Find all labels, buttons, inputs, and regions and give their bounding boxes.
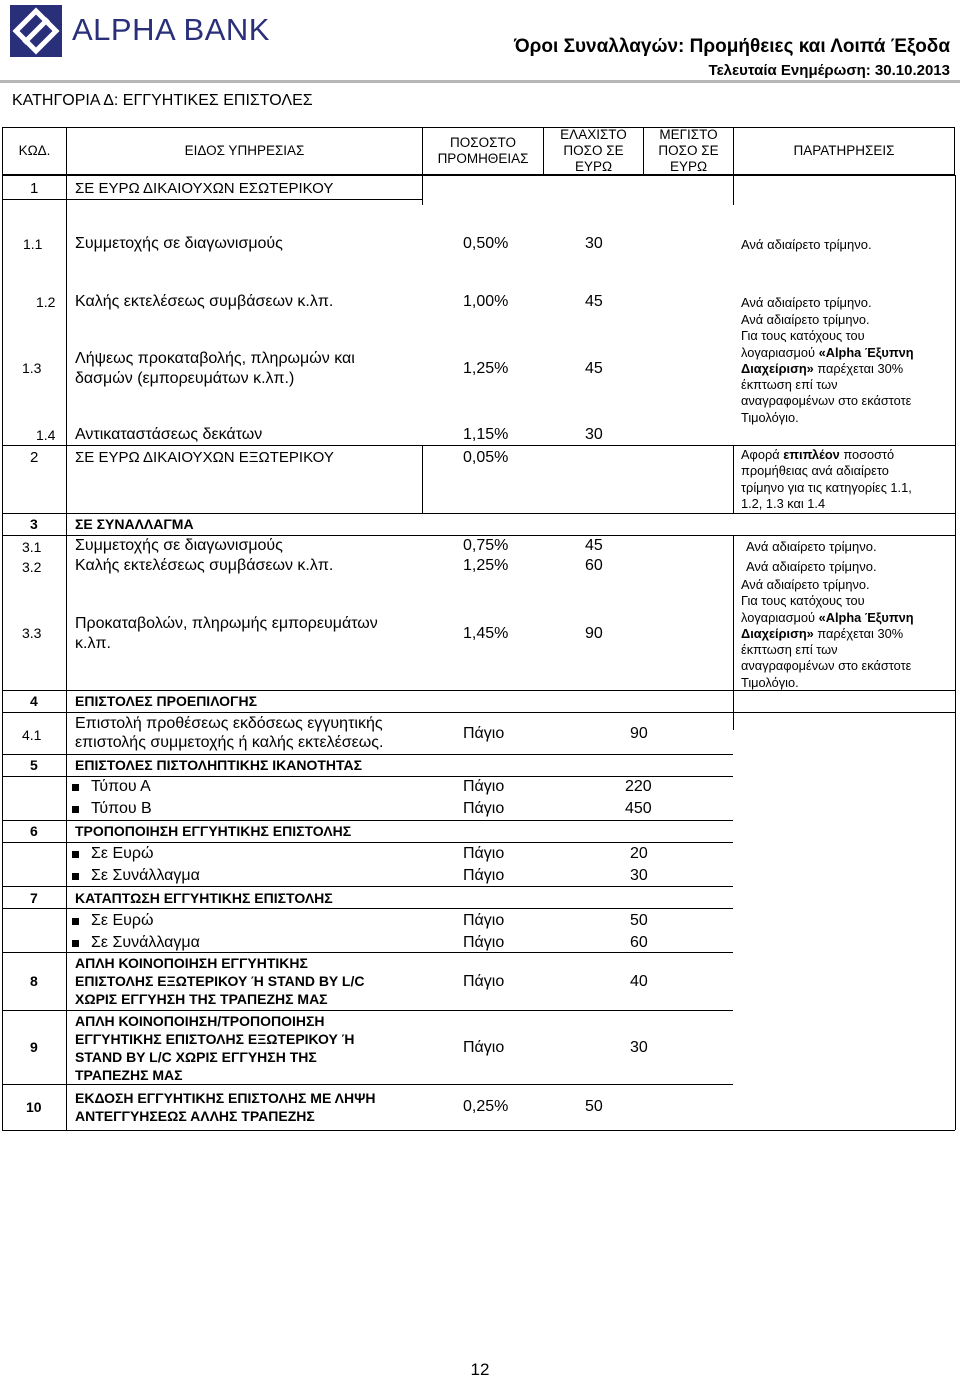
row-note: Ανά αδιαίρετο τρίμηνο. Για τους κατόχους του λογαριασμού «Alpha Έξυπνη Διαχείριση» παρέχεται 30% έκπτωση επί των αναγραφομένων στο εκάστοτε Τιμολόγιο. — [741, 577, 914, 690]
row-max-amount: 30 — [630, 1039, 648, 1056]
row-label: Συμμετοχής σε διαγωνισμούς — [75, 235, 283, 252]
row-min-amount: 45 — [585, 360, 603, 377]
row-heading: ΑΠΛΗ ΚΟΙΝΟΠΟΙΗΣΗ/ΤΡΟΠΟΠΟΙΗΣΗ ΕΓΓΥΗΤΙΚΗΣ ΕΠΙΣΤΟΛΗΣ ΕΞΩΤΕΡΙΚΟΥ Ή STAND BY L/C ΧΩΡΙΣ ΕΓΓΥΗΣΗ ΤΗΣ ΤΡΑΠΕΖΗΣ ΜΑΣ — [75, 1013, 355, 1083]
row-code: 1.3 — [22, 360, 42, 376]
row-code: 1 — [30, 180, 39, 197]
row-label: Προκαταβολών, πληρωμής εμπορευμάτων κ.λπ. — [75, 615, 378, 652]
row-note: Αφορά επιπλέον ποσοστό προμήθειας ανά αδιαίρετο τρίμηνο για τις κατηγορίες 1.1, 1.2, 1.3 και 1.4 — [741, 447, 912, 511]
row-note: Ανά αδιαίρετο τρίμηνο. — [746, 559, 877, 574]
row-percentage: Πάγιο — [463, 725, 505, 742]
row-min-amount: 50 — [585, 1098, 603, 1115]
row-label: Τύπου Α — [91, 778, 151, 795]
row-label: Καλής εκτελέσεως συμβάσεων κ.λπ. — [75, 557, 334, 574]
row-note: Ανά αδιαίρετο τρίμηνο. — [741, 237, 872, 252]
row-percentage: 1,15% — [463, 426, 509, 443]
row-code: 8 — [30, 973, 38, 989]
row-min-amount: 45 — [585, 293, 603, 310]
row-percentage: 1,00% — [463, 293, 509, 310]
row-min-amount: 30 — [585, 426, 603, 443]
row-heading: ΕΠΙΣΤΟΛΕΣ ΠΙΣΤΟΛΗΠΤΙΚΗΣ ΙΚΑΝΟΤΗΤΑΣ — [75, 757, 363, 773]
row-code: 4.1 — [22, 727, 42, 743]
row-label: Σε Συνάλλαγμα — [91, 867, 200, 884]
row-heading: ΕΚΔΟΣΗ ΕΓΓΥΗΤΙΚΗΣ ΕΠΙΣΤΟΛΗΣ ΜΕ ΛΗΨΗ ΑΝΤΕΓΓΥΗΣΕΩΣ ΑΛΛΗΣ ΤΡΑΠΕΖΗΣ — [75, 1090, 376, 1124]
row-code: 3.1 — [22, 539, 42, 555]
row-code: 1.2 — [36, 294, 56, 310]
row-label: Αντικαταστάσεως δεκάτων — [75, 426, 263, 443]
row-code: 3.2 — [22, 559, 42, 575]
row-label: Λήψεως προκαταβολής, πληρωμών και δασμών (εμπορευμάτων κ.λπ.) — [75, 350, 355, 387]
row-percentage: Πάγιο — [463, 973, 505, 990]
row-heading: ΣΕ ΕΥΡΩ ΔΙΚΑΙΟΥΧΩΝ ΕΞΩΤΕΡΙΚΟΥ — [75, 449, 334, 466]
brand-name: ALPHA BANK — [72, 12, 270, 47]
row-heading: ΕΠΙΣΤΟΛΕΣ ΠΡΟΕΠΙΛΟΓΗΣ — [75, 693, 257, 709]
row-note: Ανά αδιαίρετο τρίμηνο. — [741, 295, 872, 310]
row-percentage: 1,25% — [463, 557, 509, 574]
row-heading: ΣΕ ΕΥΡΩ ΔΙΚΑΙΟΥΧΩΝ ΕΣΩΤΕΡΙΚΟΥ — [75, 180, 334, 197]
row-percentage: Πάγιο — [463, 845, 505, 862]
row-code: 3 — [30, 516, 38, 532]
category-title: ΚΑΤΗΓΟΡΙΑ Δ: ΕΓΓΥΗΤΙΚΕΣ ΕΠΙΣΤΟΛΕΣ — [12, 92, 313, 109]
row-code: 4 — [30, 693, 38, 709]
row-max-amount: 40 — [630, 973, 648, 990]
row-max-amount: 20 — [630, 845, 648, 862]
row-percentage: 0,25% — [463, 1098, 509, 1115]
row-label: Καλής εκτελέσεως συμβάσεων κ.λπ. — [75, 293, 334, 310]
bullet-icon — [72, 873, 79, 880]
row-heading: ΤΡΟΠΟΠΟΙΗΣΗ ΕΓΓΥΗΤΙΚΗΣ ΕΠΙΣΤΟΛΗΣ — [75, 823, 352, 839]
row-label: Σε Ευρώ — [91, 912, 154, 929]
row-label: Συμμετοχής σε διαγωνισμούς — [75, 537, 283, 554]
row-note: Ανά αδιαίρετο τρίμηνο. — [746, 539, 877, 554]
bullet-icon — [72, 851, 79, 858]
row-code: 3.3 — [22, 625, 42, 641]
row-percentage: 1,25% — [463, 360, 509, 377]
row-label: Σε Συνάλλαγμα — [91, 934, 200, 951]
row-min-amount: 60 — [585, 557, 603, 574]
row-code: 2 — [30, 449, 39, 466]
bullet-icon — [72, 806, 79, 813]
row-code: 7 — [30, 890, 38, 906]
row-percentage: Πάγιο — [463, 867, 505, 884]
column-header-service: ΕΙΔΟΣ ΥΠΗΡΕΣΙΑΣ — [66, 127, 423, 175]
row-max-amount: 450 — [625, 800, 652, 817]
bullet-icon — [72, 918, 79, 925]
row-note: Ανά αδιαίρετο τρίμηνο. Για τους κατόχους του λογαριασμού «Alpha Έξυπνη Διαχείριση» παρέχεται 30% έκπτωση επί των αναγραφομένων στο εκάστοτε Τιμολόγιο. — [741, 312, 914, 425]
row-percentage: Πάγιο — [463, 934, 505, 951]
column-header-min: ΕΛΑΧΙΣΤΟ ΠΟΣΟ ΣΕ ΕΥΡΩ — [543, 127, 644, 175]
column-header-percentage: ΠΟΣΟΣΤΟ ΠΡΟΜΗΘΕΙΑΣ — [422, 127, 544, 175]
column-header-code: ΚΩΔ. — [2, 127, 67, 175]
row-min-amount: 30 — [585, 235, 603, 252]
row-min-amount: 45 — [585, 537, 603, 554]
row-percentage: 0,50% — [463, 235, 509, 252]
row-percentage: Πάγιο — [463, 778, 505, 795]
bullet-icon — [72, 940, 79, 947]
row-percentage: 0,75% — [463, 537, 509, 554]
column-header-notes: ΠΑΡΑΤΗΡΗΣΕΙΣ — [733, 127, 955, 175]
document-title: Όροι Συναλλαγών: Προμήθειες και Λοιπά Έξοδα — [514, 36, 950, 57]
row-max-amount: 220 — [625, 778, 652, 795]
column-header-max: ΜΕΓΙΣΤΟ ΠΟΣΟ ΣΕ ΕΥΡΩ — [643, 127, 734, 175]
alpha-bank-logo-icon — [10, 5, 62, 57]
row-code: 1.1 — [23, 236, 43, 252]
row-code: 1.4 — [36, 427, 56, 443]
row-heading: ΚΑΤΑΠΤΩΣΗ ΕΓΓΥΗΤΙΚΗΣ ΕΠΙΣΤΟΛΗΣ — [75, 890, 333, 906]
row-max-amount: 30 — [630, 867, 648, 884]
row-heading: ΑΠΛΗ ΚΟΙΝΟΠΟΙΗΣΗ ΕΓΓΥΗΤΙΚΗΣ ΕΠΙΣΤΟΛΗΣ ΕΞΩΤΕΡΙΚΟΥ Ή STAND BY L/C ΧΩΡΙΣ ΕΓΓΥΗΣΗ ΤΗΣ ΤΡΑΠΕΖΗΣ ΜΑΣ — [75, 955, 365, 1007]
row-percentage: Πάγιο — [463, 800, 505, 817]
row-code: 5 — [30, 757, 38, 773]
row-percentage: Πάγιο — [463, 1039, 505, 1056]
bullet-icon — [72, 784, 79, 791]
row-code: 6 — [30, 823, 38, 839]
row-max-amount: 50 — [630, 912, 648, 929]
row-label: Σε Ευρώ — [91, 845, 154, 862]
row-min-amount: 90 — [585, 625, 603, 642]
row-max-amount: 90 — [630, 725, 648, 742]
row-label: Τύπου Β — [91, 800, 152, 817]
row-label: Επιστολή προθέσεως εκδόσεως εγγυητικής επιστολής συμμετοχής ή καλής εκτελέσεως. — [75, 715, 384, 751]
page-number: 12 — [470, 1360, 490, 1379]
row-max-amount: 60 — [630, 934, 648, 951]
row-code: 9 — [30, 1039, 38, 1055]
row-heading: ΣΕ ΣΥΝΑΛΛΑΓΜΑ — [75, 516, 194, 532]
row-code: 10 — [26, 1099, 42, 1115]
row-percentage: Πάγιο — [463, 912, 505, 929]
last-updated: Τελευταία Ενημέρωση: 30.10.2013 — [708, 62, 950, 79]
header-divider — [0, 80, 960, 83]
row-percentage: 1,45% — [463, 625, 509, 642]
row-percentage: 0,05% — [463, 449, 509, 466]
